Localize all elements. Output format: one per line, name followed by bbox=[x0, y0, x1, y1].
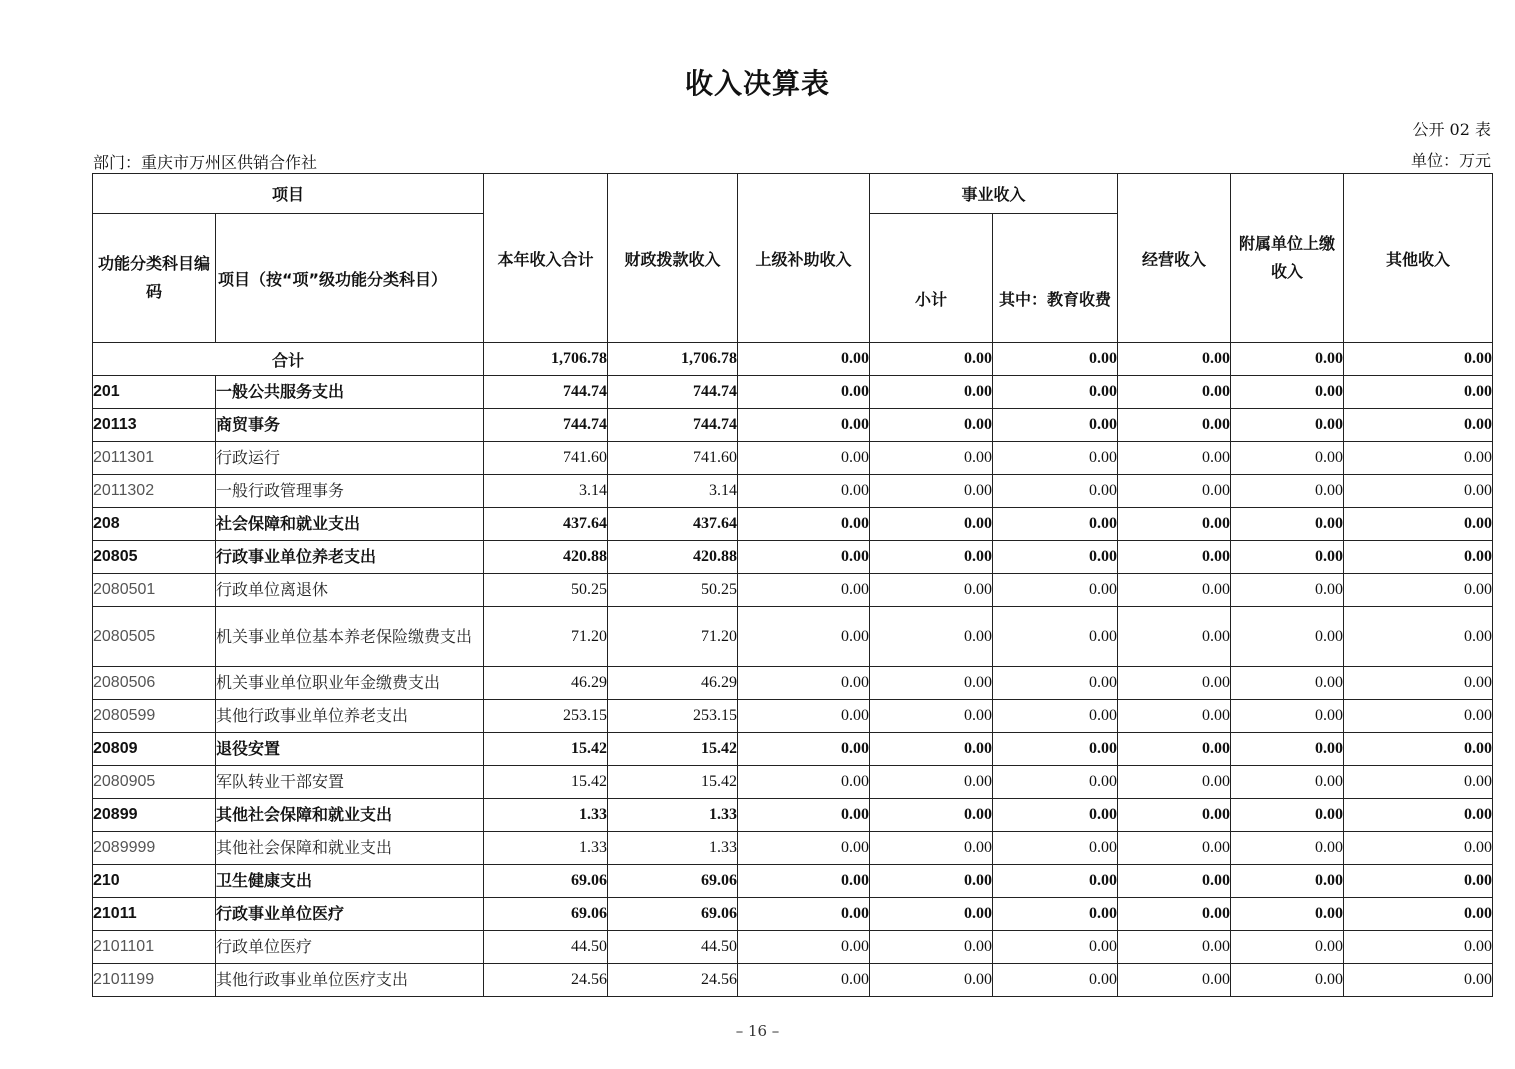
total-label: 合计 bbox=[93, 343, 484, 376]
header-other: 其他收入 bbox=[1344, 174, 1493, 343]
amount-cell: 0.00 bbox=[993, 541, 1118, 574]
amount-cell: 0.00 bbox=[1231, 733, 1344, 766]
total-cell: 0.00 bbox=[1344, 343, 1493, 376]
amount-cell: 0.00 bbox=[1231, 964, 1344, 997]
amount-cell: 0.00 bbox=[1231, 667, 1344, 700]
amount-cell: 0.00 bbox=[1344, 508, 1493, 541]
form-number: 公开 02 表 bbox=[1412, 120, 1491, 139]
project-name-cell: 卫生健康支出 bbox=[216, 865, 484, 898]
amount-cell: 0.00 bbox=[993, 442, 1118, 475]
amount-cell: 0.00 bbox=[870, 865, 993, 898]
amount-cell: 0.00 bbox=[1344, 475, 1493, 508]
table-row bbox=[93, 607, 1493, 667]
amount-cell: 0.00 bbox=[738, 667, 870, 700]
amount-cell: 0.00 bbox=[993, 700, 1118, 733]
func-code-cell: 20805 bbox=[93, 541, 216, 574]
amount-cell: 0.00 bbox=[1118, 700, 1231, 733]
amount-cell: 0.00 bbox=[1118, 865, 1231, 898]
amount-cell: 69.06 bbox=[484, 898, 608, 931]
header-affiliated: 附属单位上缴收入 bbox=[1231, 174, 1344, 343]
amount-cell: 0.00 bbox=[870, 832, 993, 865]
project-name-cell: 退役安置 bbox=[216, 733, 484, 766]
amount-cell: 0.00 bbox=[993, 376, 1118, 409]
amount-cell: 0.00 bbox=[870, 607, 993, 667]
header-education-fee: 其中：教育收费 bbox=[993, 214, 1118, 343]
amount-cell: 741.60 bbox=[608, 442, 738, 475]
func-code-cell: 21011 bbox=[93, 898, 216, 931]
amount-cell: 69.06 bbox=[484, 865, 608, 898]
table-row bbox=[93, 931, 1493, 964]
table-row bbox=[93, 442, 1493, 475]
amount-cell: 0.00 bbox=[738, 442, 870, 475]
header-project-name: 项目（按“项”级功能分类科目） bbox=[216, 214, 484, 343]
amount-cell: 71.20 bbox=[484, 607, 608, 667]
func-code-cell: 2080905 bbox=[93, 766, 216, 799]
project-name-cell: 机关事业单位职业年金缴费支出 bbox=[216, 667, 484, 700]
income-table bbox=[92, 173, 1493, 997]
table-row bbox=[93, 475, 1493, 508]
amount-cell: 0.00 bbox=[1344, 799, 1493, 832]
table-row bbox=[93, 508, 1493, 541]
amount-cell: 71.20 bbox=[608, 607, 738, 667]
func-code-cell: 2101101 bbox=[93, 931, 216, 964]
amount-cell: 0.00 bbox=[993, 964, 1118, 997]
project-name-cell: 军队转业干部安置 bbox=[216, 766, 484, 799]
amount-cell: 0.00 bbox=[1118, 931, 1231, 964]
header-superior-subsidy: 上级补助收入 bbox=[738, 174, 870, 343]
amount-cell: 0.00 bbox=[1118, 607, 1231, 667]
total-cell: 0.00 bbox=[1231, 343, 1344, 376]
amount-cell: 0.00 bbox=[870, 700, 993, 733]
total-cell: 0.00 bbox=[870, 343, 993, 376]
amount-cell: 50.25 bbox=[608, 574, 738, 607]
project-name-cell: 行政事业单位养老支出 bbox=[216, 541, 484, 574]
amount-cell: 741.60 bbox=[484, 442, 608, 475]
amount-cell: 0.00 bbox=[738, 508, 870, 541]
project-name-cell: 商贸事务 bbox=[216, 409, 484, 442]
table-row bbox=[93, 376, 1493, 409]
amount-cell: 15.42 bbox=[608, 766, 738, 799]
amount-cell: 69.06 bbox=[608, 865, 738, 898]
amount-cell: 420.88 bbox=[608, 541, 738, 574]
project-name-cell: 其他社会保障和就业支出 bbox=[216, 832, 484, 865]
amount-cell: 46.29 bbox=[608, 667, 738, 700]
amount-cell: 0.00 bbox=[993, 931, 1118, 964]
amount-cell: 0.00 bbox=[870, 667, 993, 700]
project-name-cell: 其他行政事业单位养老支出 bbox=[216, 700, 484, 733]
header-subtotal: 小计 bbox=[870, 214, 993, 343]
amount-cell: 69.06 bbox=[608, 898, 738, 931]
amount-cell: 0.00 bbox=[738, 733, 870, 766]
amount-cell: 0.00 bbox=[1344, 376, 1493, 409]
amount-cell: 0.00 bbox=[993, 733, 1118, 766]
amount-cell: 0.00 bbox=[1118, 574, 1231, 607]
amount-cell: 0.00 bbox=[1231, 898, 1344, 931]
table-row bbox=[93, 766, 1493, 799]
amount-cell: 0.00 bbox=[1231, 541, 1344, 574]
func-code-cell: 208 bbox=[93, 508, 216, 541]
amount-cell: 437.64 bbox=[484, 508, 608, 541]
project-name-cell: 行政运行 bbox=[216, 442, 484, 475]
amount-cell: 0.00 bbox=[1231, 409, 1344, 442]
amount-cell: 3.14 bbox=[608, 475, 738, 508]
department-label: 部门：重庆市万州区供销合作社 bbox=[93, 153, 318, 172]
project-name-cell: 行政单位医疗 bbox=[216, 931, 484, 964]
amount-cell: 0.00 bbox=[870, 442, 993, 475]
amount-cell: 15.42 bbox=[484, 733, 608, 766]
amount-cell: 0.00 bbox=[1344, 898, 1493, 931]
amount-cell: 0.00 bbox=[870, 475, 993, 508]
amount-cell: 0.00 bbox=[870, 799, 993, 832]
header-career-group: 事业收入 bbox=[870, 174, 1118, 214]
amount-cell: 24.56 bbox=[484, 964, 608, 997]
project-name-cell: 机关事业单位基本养老保险缴费支出 bbox=[216, 607, 484, 667]
unit-label: 单位：万元 bbox=[1410, 151, 1491, 170]
amount-cell: 0.00 bbox=[1118, 733, 1231, 766]
amount-cell: 0.00 bbox=[870, 898, 993, 931]
table-row bbox=[93, 964, 1493, 997]
amount-cell: 0.00 bbox=[738, 700, 870, 733]
func-code-cell: 2101199 bbox=[93, 964, 216, 997]
amount-cell: 1.33 bbox=[484, 799, 608, 832]
amount-cell: 744.74 bbox=[484, 376, 608, 409]
amount-cell: 420.88 bbox=[484, 541, 608, 574]
amount-cell: 0.00 bbox=[1231, 442, 1344, 475]
amount-cell: 0.00 bbox=[1231, 799, 1344, 832]
func-code-cell: 20113 bbox=[93, 409, 216, 442]
amount-cell: 0.00 bbox=[738, 799, 870, 832]
func-code-cell: 210 bbox=[93, 865, 216, 898]
amount-cell: 0.00 bbox=[993, 865, 1118, 898]
table-row bbox=[93, 865, 1493, 898]
amount-cell: 0.00 bbox=[993, 799, 1118, 832]
amount-cell: 0.00 bbox=[1344, 766, 1493, 799]
total-cell: 0.00 bbox=[993, 343, 1118, 376]
amount-cell: 0.00 bbox=[738, 541, 870, 574]
amount-cell: 0.00 bbox=[1231, 508, 1344, 541]
amount-cell: 0.00 bbox=[993, 832, 1118, 865]
project-name-cell: 社会保障和就业支出 bbox=[216, 508, 484, 541]
amount-cell: 0.00 bbox=[738, 574, 870, 607]
amount-cell: 0.00 bbox=[1118, 508, 1231, 541]
amount-cell: 253.15 bbox=[484, 700, 608, 733]
amount-cell: 0.00 bbox=[993, 574, 1118, 607]
table-row bbox=[93, 700, 1493, 733]
func-code-cell: 2080501 bbox=[93, 574, 216, 607]
table-row bbox=[93, 409, 1493, 442]
amount-cell: 0.00 bbox=[1344, 964, 1493, 997]
func-code-cell: 2080505 bbox=[93, 607, 216, 667]
amount-cell: 0.00 bbox=[1231, 574, 1344, 607]
amount-cell: 0.00 bbox=[993, 607, 1118, 667]
table-row bbox=[93, 667, 1493, 700]
total-row bbox=[93, 343, 1493, 376]
project-name-cell: 一般公共服务支出 bbox=[216, 376, 484, 409]
amount-cell: 0.00 bbox=[1344, 931, 1493, 964]
amount-cell: 1.33 bbox=[484, 832, 608, 865]
amount-cell: 0.00 bbox=[993, 475, 1118, 508]
amount-cell: 44.50 bbox=[484, 931, 608, 964]
func-code-cell: 2080506 bbox=[93, 667, 216, 700]
amount-cell: 0.00 bbox=[870, 508, 993, 541]
total-cell: 1,706.78 bbox=[484, 343, 608, 376]
table-row bbox=[93, 733, 1493, 766]
amount-cell: 15.42 bbox=[608, 733, 738, 766]
amount-cell: 744.74 bbox=[608, 409, 738, 442]
header-fiscal: 财政拨款收入 bbox=[608, 174, 738, 343]
header-project-group: 项目 bbox=[93, 174, 484, 214]
amount-cell: 0.00 bbox=[738, 832, 870, 865]
amount-cell: 0.00 bbox=[993, 409, 1118, 442]
project-name-cell: 其他社会保障和就业支出 bbox=[216, 799, 484, 832]
amount-cell: 0.00 bbox=[1231, 376, 1344, 409]
amount-cell: 0.00 bbox=[1118, 409, 1231, 442]
total-cell: 0.00 bbox=[738, 343, 870, 376]
amount-cell: 0.00 bbox=[993, 667, 1118, 700]
amount-cell: 46.29 bbox=[484, 667, 608, 700]
amount-cell: 0.00 bbox=[1344, 541, 1493, 574]
amount-cell: 0.00 bbox=[870, 766, 993, 799]
func-code-cell: 2089999 bbox=[93, 832, 216, 865]
func-code-cell: 2011301 bbox=[93, 442, 216, 475]
header-business: 经营收入 bbox=[1118, 174, 1231, 343]
amount-cell: 0.00 bbox=[1231, 832, 1344, 865]
amount-cell: 0.00 bbox=[1118, 442, 1231, 475]
amount-cell: 0.00 bbox=[1344, 667, 1493, 700]
amount-cell: 0.00 bbox=[738, 964, 870, 997]
amount-cell: 253.15 bbox=[608, 700, 738, 733]
amount-cell: 0.00 bbox=[1344, 442, 1493, 475]
amount-cell: 0.00 bbox=[1344, 607, 1493, 667]
func-code-cell: 201 bbox=[93, 376, 216, 409]
amount-cell: 0.00 bbox=[993, 766, 1118, 799]
amount-cell: 744.74 bbox=[608, 376, 738, 409]
amount-cell: 0.00 bbox=[1231, 700, 1344, 733]
project-name-cell: 行政单位离退休 bbox=[216, 574, 484, 607]
amount-cell: 0.00 bbox=[1118, 541, 1231, 574]
amount-cell: 0.00 bbox=[993, 898, 1118, 931]
amount-cell: 437.64 bbox=[608, 508, 738, 541]
amount-cell: 0.00 bbox=[1231, 607, 1344, 667]
amount-cell: 0.00 bbox=[1118, 475, 1231, 508]
amount-cell: 0.00 bbox=[870, 733, 993, 766]
func-code-cell: 2080599 bbox=[93, 700, 216, 733]
amount-cell: 3.14 bbox=[484, 475, 608, 508]
func-code-cell: 20809 bbox=[93, 733, 216, 766]
amount-cell: 0.00 bbox=[870, 574, 993, 607]
amount-cell: 1.33 bbox=[608, 832, 738, 865]
project-name-cell: 行政事业单位医疗 bbox=[216, 898, 484, 931]
project-name-cell: 其他行政事业单位医疗支出 bbox=[216, 964, 484, 997]
table-row bbox=[93, 799, 1493, 832]
header-total: 本年收入合计 bbox=[484, 174, 608, 343]
amount-cell: 0.00 bbox=[870, 931, 993, 964]
amount-cell: 0.00 bbox=[738, 766, 870, 799]
amount-cell: 0.00 bbox=[738, 409, 870, 442]
page-number: – 16 – bbox=[735, 1022, 780, 1040]
amount-cell: 0.00 bbox=[1344, 409, 1493, 442]
amount-cell: 0.00 bbox=[870, 541, 993, 574]
amount-cell: 0.00 bbox=[738, 475, 870, 508]
amount-cell: 0.00 bbox=[1118, 964, 1231, 997]
amount-cell: 0.00 bbox=[1344, 865, 1493, 898]
amount-cell: 0.00 bbox=[738, 898, 870, 931]
page-title: 收入决算表 bbox=[684, 67, 830, 100]
amount-cell: 44.50 bbox=[608, 931, 738, 964]
amount-cell: 0.00 bbox=[1344, 733, 1493, 766]
amount-cell: 0.00 bbox=[1118, 766, 1231, 799]
total-cell: 1,706.78 bbox=[608, 343, 738, 376]
amount-cell: 0.00 bbox=[1118, 898, 1231, 931]
amount-cell: 0.00 bbox=[1231, 865, 1344, 898]
header-func-code: 功能分类科目编码 bbox=[93, 214, 216, 343]
amount-cell: 0.00 bbox=[993, 508, 1118, 541]
table-row bbox=[93, 832, 1493, 865]
table-row bbox=[93, 898, 1493, 931]
amount-cell: 0.00 bbox=[1118, 832, 1231, 865]
amount-cell: 50.25 bbox=[484, 574, 608, 607]
amount-cell: 0.00 bbox=[738, 931, 870, 964]
amount-cell: 0.00 bbox=[870, 409, 993, 442]
func-code-cell: 2011302 bbox=[93, 475, 216, 508]
amount-cell: 0.00 bbox=[738, 607, 870, 667]
amount-cell: 0.00 bbox=[1118, 799, 1231, 832]
table-row bbox=[93, 541, 1493, 574]
amount-cell: 0.00 bbox=[738, 376, 870, 409]
amount-cell: 0.00 bbox=[1118, 667, 1231, 700]
amount-cell: 0.00 bbox=[1231, 931, 1344, 964]
amount-cell: 0.00 bbox=[1344, 700, 1493, 733]
amount-cell: 0.00 bbox=[1344, 574, 1493, 607]
amount-cell: 24.56 bbox=[608, 964, 738, 997]
func-code-cell: 20899 bbox=[93, 799, 216, 832]
amount-cell: 0.00 bbox=[1231, 766, 1344, 799]
amount-cell: 1.33 bbox=[608, 799, 738, 832]
amount-cell: 0.00 bbox=[738, 865, 870, 898]
amount-cell: 744.74 bbox=[484, 409, 608, 442]
amount-cell: 0.00 bbox=[870, 964, 993, 997]
table-row bbox=[93, 574, 1493, 607]
amount-cell: 15.42 bbox=[484, 766, 608, 799]
project-name-cell: 一般行政管理事务 bbox=[216, 475, 484, 508]
amount-cell: 0.00 bbox=[1118, 376, 1231, 409]
amount-cell: 0.00 bbox=[1231, 475, 1344, 508]
amount-cell: 0.00 bbox=[870, 376, 993, 409]
amount-cell: 0.00 bbox=[1344, 832, 1493, 865]
total-cell: 0.00 bbox=[1118, 343, 1231, 376]
